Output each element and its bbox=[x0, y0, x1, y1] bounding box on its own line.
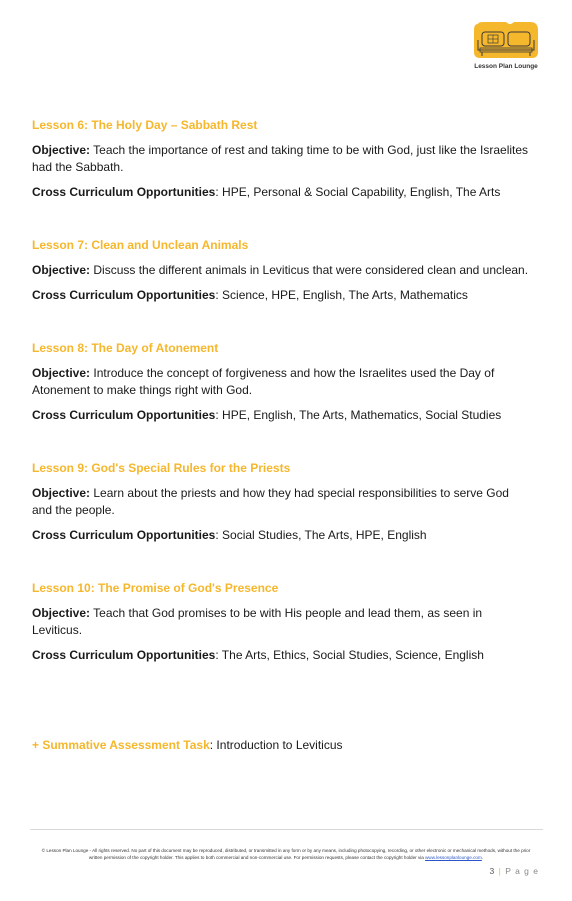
summative-label: + Summative Assessment Task bbox=[32, 738, 210, 752]
lesson-8 bbox=[32, 340, 532, 424]
lesson-objective bbox=[32, 142, 532, 176]
lesson-6 bbox=[32, 117, 532, 201]
lesson-objective bbox=[32, 365, 532, 399]
objective-text: Teach that God promises to be with His people and lead them, as seen in Leviticus. bbox=[32, 606, 483, 637]
cross-curriculum-text: : HPE, English, The Arts, Mathematics, Social Studies bbox=[215, 408, 502, 422]
lesson-title: Lesson 6: The Holy Day – Sabbath Rest bbox=[32, 118, 258, 132]
lesson-cross-curriculum bbox=[32, 527, 532, 544]
footer-divider bbox=[30, 829, 543, 830]
cross-curriculum-text: : The Arts, Ethics, Social Studies, Science, English bbox=[215, 648, 484, 662]
lesson-title: Lesson 7: Clean and Unclean Animals bbox=[32, 238, 249, 252]
logo bbox=[470, 18, 542, 74]
lesson-title: Lesson 9: God's Special Rules for the Priests bbox=[32, 461, 291, 475]
lesson-title: Lesson 8: The Day of Atonement bbox=[32, 341, 219, 355]
lesson-cross-curriculum bbox=[32, 287, 532, 304]
cross-curriculum-label: Cross Curriculum Opportunities bbox=[32, 648, 216, 662]
page-word: P a g e bbox=[505, 866, 539, 876]
objective-text: Teach the importance of rest and taking time to be with God, just like the Israelites had the Sabbath. bbox=[32, 143, 529, 174]
logo-text: Lesson Plan Lounge bbox=[474, 63, 538, 70]
lesson-list bbox=[32, 117, 532, 700]
cross-curriculum-label: Cross Curriculum Opportunities bbox=[32, 528, 216, 542]
lesson-7 bbox=[32, 237, 532, 304]
page-separator: | bbox=[495, 866, 506, 876]
lesson-objective bbox=[32, 485, 532, 519]
lesson-cross-curriculum bbox=[32, 647, 532, 664]
lesson-9 bbox=[32, 460, 532, 544]
objective-label: Objective: bbox=[32, 486, 91, 500]
copyright-end: . bbox=[481, 854, 484, 860]
lesson-objective bbox=[32, 262, 532, 279]
couch-logo-icon bbox=[470, 18, 542, 64]
lesson-title: Lesson 10: The Promise of God's Presence bbox=[32, 581, 279, 595]
page-number bbox=[490, 866, 539, 876]
cross-curriculum-label: Cross Curriculum Opportunities bbox=[32, 408, 216, 422]
page-number-value: 3 bbox=[489, 866, 496, 876]
cross-curriculum-label: Cross Curriculum Opportunities bbox=[32, 288, 216, 302]
objective-label: Objective: bbox=[32, 606, 91, 620]
objective-text: Introduce the concept of forgiveness and how the Israelites used the Day of Atonement to make things right with God. bbox=[32, 366, 495, 397]
lesson-10 bbox=[32, 580, 532, 664]
cross-curriculum-text: : Social Studies, The Arts, HPE, English bbox=[215, 528, 427, 542]
objective-label: Objective: bbox=[32, 366, 91, 380]
lesson-objective bbox=[32, 605, 532, 639]
lesson-cross-curriculum bbox=[32, 184, 532, 201]
cross-curriculum-text: : Science, HPE, English, The Arts, Mathematics bbox=[215, 288, 468, 302]
footer-copyright bbox=[36, 848, 536, 861]
cross-curriculum-text: : HPE, Personal & Social Capability, English, The Arts bbox=[215, 185, 501, 199]
website-link[interactable]: www.lessonplanlounge.com bbox=[425, 854, 482, 860]
objective-label: Objective: bbox=[32, 263, 91, 277]
objective-text: Learn about the priests and how they had special responsibilities to serve God and the people. bbox=[32, 486, 509, 517]
objective-text: Discuss the different animals in Leviticus that were considered clean and unclean. bbox=[90, 263, 529, 277]
objective-label: Objective: bbox=[32, 143, 91, 157]
summative-assessment bbox=[32, 737, 343, 753]
lesson-cross-curriculum bbox=[32, 407, 532, 424]
copyright-text: © Lesson Plan Lounge - All rights reserved. No part of this document may be reproduced, distributed, or transmitted in any form or by any means, including photocopying, recording, or other electronic or mechanical methods, without the prior written permission of the copyright holder. This applies to both commercial and non-commercial use. For permission requests, please contact the copyright holder via bbox=[41, 848, 531, 860]
summative-text: : Introduction to Leviticus bbox=[209, 738, 343, 752]
cross-curriculum-label: Cross Curriculum Opportunities bbox=[32, 185, 216, 199]
